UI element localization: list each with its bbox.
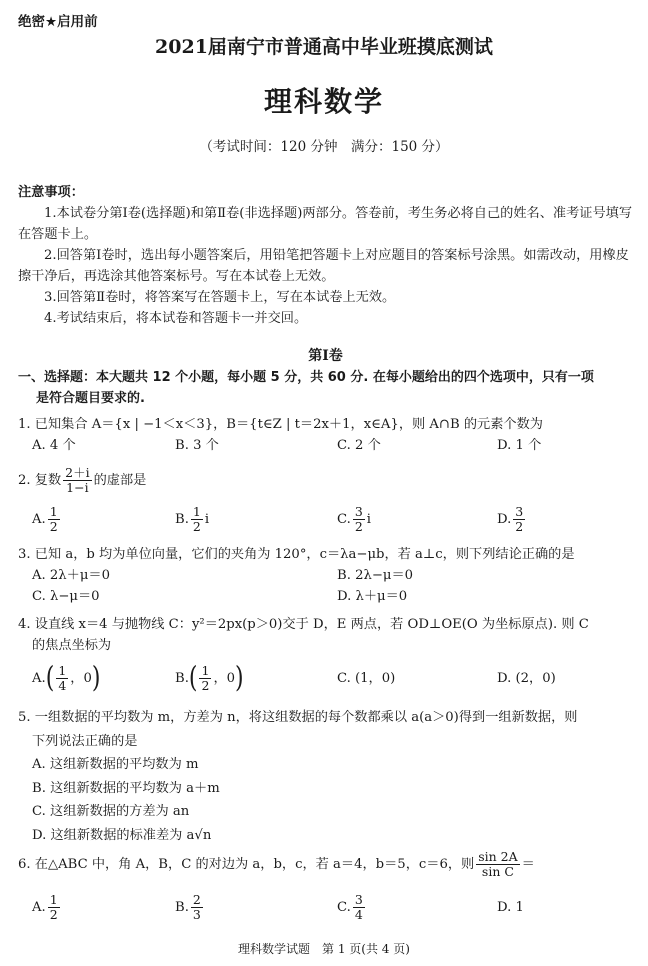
secret-mark: 绝密★启用前: [18, 14, 98, 30]
q6-option-a: A. $\frac{1}{2}$: [32, 892, 58, 922]
notice-item: 2.回答第Ⅰ卷时，选出每小题答案后，用铅笔把答题卡上对应题目的答案标号涂黑。如需改动，用橡皮擦干净后，再选涂其他答案标号。写在本试卷上无效。: [18, 248, 629, 284]
q6-frac-num: sin 2A: [478, 849, 518, 864]
q3-stem: 3. 已知 a，b 均为单位向量，它们的夹角为 120°，c＝λa−μb，若 a⊥c，则下列结论正确的是: [18, 547, 575, 562]
exam-title: 2021届南宁市普通高中毕业班摸底测试: [155, 36, 493, 58]
notice-heading: 注意事项：: [18, 185, 84, 200]
q6-option-c: C. $\frac{3}{4}$: [337, 892, 363, 922]
notice-section: [18, 182, 633, 329]
q5-option-d: D. 这组新数据的标准差为 a√n: [32, 827, 212, 843]
q1-option-b: B. 3 个: [175, 438, 219, 453]
q3-option-b: B. 2λ−μ＝0: [337, 568, 414, 583]
q6-frac-den: sin C: [481, 864, 514, 879]
question-3: [18, 544, 633, 607]
time-info: （考试时间：120 分钟 满分：150 分）: [199, 139, 449, 155]
q4-option-d: D. (2，0): [497, 671, 556, 686]
q4-stem-1: 4. 设直线 x＝4 与抛物线 C：y²＝2px(p＞0)交于 D，E 两点，若 OD⊥OE(O 为坐标原点). 则 C: [18, 617, 589, 632]
q4-option-b: B. ( $\frac{1}{2}$ ，0 ): [175, 661, 244, 695]
q1-option-a: A. 4 个: [32, 438, 76, 453]
q5-option-b: B. 这组新数据的平均数为 a＋m: [32, 780, 220, 796]
notice-item: 4.考试结束后，将本试卷和答题卡一并交回。: [44, 311, 308, 326]
q6-fraction: [476, 850, 519, 879]
q6-stem-post: ＝: [521, 857, 535, 872]
q2-frac-den: 1−i: [66, 480, 89, 495]
q2-frac-num: 2＋i: [65, 465, 90, 480]
q5-stem-1: 5. 一组数据的平均数为 m，方差为 n，将这组数据的每个数都乘以 a(a＞0)得到一组新数据，则: [18, 710, 578, 725]
part1-section: [18, 346, 633, 409]
q1-option-c: C. 2 个: [337, 438, 381, 453]
question-1: [18, 414, 633, 456]
q4-stem-2: 的焦点坐标为: [32, 638, 112, 653]
section-heading: 一、选择题：本大题共 12 个小题，每小题 5 分，共 60 分. 在每小题给出的四个选项中，只有一项: [18, 370, 594, 385]
question-4: [18, 614, 633, 693]
notice-item: 1.本试卷分第Ⅰ卷(选择题)和第Ⅱ卷(非选择题)两部分。答卷前，考生务必将自己的姓名、准考证号填写在答题卡上。: [18, 206, 633, 242]
page-footer: 理科数学试题 第 1 页(共 4 页): [238, 942, 410, 956]
question-5: [18, 706, 633, 847]
q2-option-d: D. $\frac{3}{2}$: [497, 504, 524, 534]
q1-option-d: D. 1 个: [497, 438, 542, 453]
q6-option-b: B. $\frac{2}{3}$: [175, 892, 201, 922]
q2-stem-post: 的虚部是: [93, 473, 147, 488]
question-2: [18, 466, 633, 534]
q2-option-b: B. $\frac{1}{2}$ i: [175, 504, 210, 534]
q1-stem: 1. 已知集合 A＝{x | −1＜x＜3}，B＝{t∈Z | t＝2x＋1，x∈A}，则 A∩B 的元素个数为: [18, 417, 543, 432]
question-6: [18, 850, 633, 922]
notice-item: 3.回答第Ⅱ卷时，将答案写在答题卡上，写在本试卷上无效。: [44, 290, 396, 305]
q3-option-a: A. 2λ＋μ＝0: [32, 568, 110, 583]
q2-option-a: A. $\frac{1}{2}$: [32, 504, 58, 534]
q5-stem-2: 下列说法正确的是: [32, 733, 138, 749]
q5-option-a: A. 这组新数据的平均数为 m: [32, 757, 199, 772]
q2-option-c: C. $\frac{3}{2}$ i: [337, 504, 371, 534]
q6-option-d: D. 1: [497, 900, 524, 915]
q6-stem-pre: 6. 在△ABC 中，角 A，B，C 的对边为 a，b，c，若 a＝4，b＝5，c＝6，则: [18, 857, 475, 872]
part1-title: 第Ⅰ卷: [308, 348, 343, 364]
q2-fraction: [63, 466, 91, 495]
section-heading-2: 是符合题目要求的.: [36, 391, 145, 406]
subject-title: 理科数学: [263, 85, 384, 118]
q4-option-c: C. (1，0): [337, 671, 396, 686]
q5-option-c: C. 这组新数据的方差为 an: [32, 804, 190, 819]
q4-option-a: A. ( $\frac{1}{4}$ ，0 ): [32, 661, 101, 695]
q2-stem-pre: 2. 复数: [18, 473, 62, 488]
q3-option-c: C. λ−μ＝0: [32, 589, 100, 604]
q3-option-d: D. λ＋μ＝0: [337, 589, 408, 604]
